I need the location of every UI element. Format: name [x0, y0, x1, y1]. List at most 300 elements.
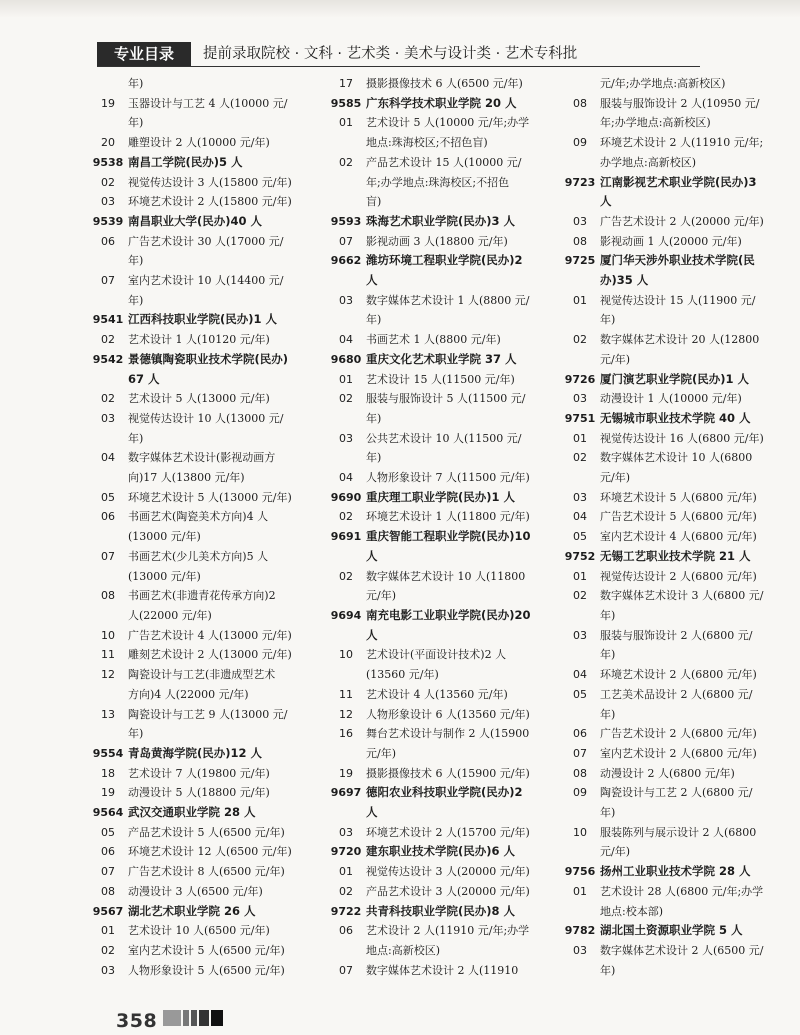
institution-row	[88, 803, 316, 823]
major-text: 年)	[128, 254, 144, 268]
institution-name: 人	[366, 627, 378, 642]
continuation-row	[560, 310, 780, 330]
major-row	[560, 626, 780, 646]
institution-row	[326, 902, 558, 922]
major-code: 01	[101, 924, 115, 938]
major-row	[88, 645, 316, 665]
major-code: 02	[339, 392, 353, 406]
institution-code: 9723	[564, 175, 596, 189]
major-code: 02	[101, 333, 115, 347]
major-code: 07	[101, 865, 115, 879]
major-row	[88, 823, 316, 843]
major-code	[326, 665, 366, 685]
major-code	[326, 271, 366, 291]
major-text: 玉器设计与工艺 4 人(10000 元/	[128, 96, 288, 110]
continuation-row	[560, 153, 780, 173]
major-text: 元/年)	[366, 746, 396, 760]
institution-row	[326, 842, 558, 862]
major-row	[88, 271, 316, 291]
major-text: 环境艺术设计 2 人(15700 元/年)	[366, 825, 530, 839]
institution-code: 9691	[330, 530, 362, 544]
major-row	[88, 665, 316, 685]
major-code: 20	[101, 136, 115, 150]
major-text: 视觉传达设计 2 人(6800 元/年)	[600, 569, 757, 583]
continuation-row	[560, 74, 780, 94]
major-text: 室内艺术设计 5 人(6500 元/年)	[128, 943, 285, 957]
major-text: 年)	[600, 707, 616, 721]
institution-name: 湖北艺术职业学院 26 人	[128, 903, 256, 918]
institution-code: 9539	[92, 214, 124, 228]
major-text: 服装与服饰设计 2 人(6800 元/	[600, 628, 753, 642]
major-row	[326, 882, 558, 902]
major-code	[560, 645, 600, 665]
major-text: 摄影摄像技术 6 人(6500 元/年)	[366, 77, 523, 90]
major-text: 艺术设计 5 人(13000 元/年)	[128, 392, 270, 406]
major-text: 广告艺术设计 2 人(6800 元/年)	[600, 727, 757, 741]
major-code: 19	[101, 786, 115, 800]
major-code: 06	[573, 727, 587, 741]
continuation-row	[88, 527, 316, 547]
major-row	[88, 448, 316, 468]
major-text: 年)	[600, 313, 616, 327]
major-text: 地点:高新校区)	[366, 943, 440, 957]
major-code: 10	[573, 825, 587, 839]
major-row	[560, 586, 780, 606]
major-code: 08	[101, 589, 115, 603]
major-text: 年)	[600, 963, 616, 977]
major-code	[88, 724, 128, 744]
major-text: 数字媒体艺术设计 20 人(12800	[600, 333, 760, 347]
major-text: 艺术设计 7 人(19800 元/年)	[128, 766, 270, 780]
major-text: 方向)4 人(22000 元/年)	[128, 687, 249, 701]
major-text: 广告艺术设计 5 人(6800 元/年)	[600, 510, 757, 524]
major-code	[560, 961, 600, 981]
continuation-row	[88, 429, 316, 449]
major-code	[88, 291, 128, 311]
institution-name: 江西科技职业学院(民办)1 人	[128, 312, 278, 327]
major-text: 环境艺术设计 2 人(15800 元/年)	[128, 195, 292, 209]
major-row	[560, 389, 780, 409]
institution-name: 珠海艺术职业学院(民办)3 人	[366, 213, 516, 228]
major-row	[326, 645, 558, 665]
major-text: 艺术设计(平面设计技术)2 人	[366, 648, 507, 662]
continuation-row	[326, 271, 558, 291]
continuation-row	[88, 291, 316, 311]
major-code	[560, 192, 600, 212]
major-code: 06	[101, 845, 115, 859]
major-text: 数字媒体艺术设计(影视动画方	[128, 451, 276, 465]
major-row	[560, 823, 780, 843]
major-text: 动漫设计 2 人(6800 元/年)	[600, 766, 735, 780]
major-row	[88, 94, 316, 114]
major-text: 服装陈列与展示设计 2 人(6800	[600, 825, 757, 839]
major-text: 年)	[366, 411, 382, 425]
major-code: 02	[339, 884, 353, 898]
major-row	[88, 507, 316, 527]
institution-code: 9593	[330, 214, 362, 228]
major-text: 广告艺术设计 4 人(13000 元/年)	[128, 628, 292, 642]
major-code: 08	[573, 234, 587, 248]
major-code	[88, 606, 128, 626]
institution-row	[560, 547, 780, 567]
major-row	[560, 665, 780, 685]
major-text: 产品艺术设计 3 人(20000 元/年)	[366, 884, 530, 898]
major-text: 环境艺术设计 2 人(11910 元/年;	[600, 136, 764, 150]
major-text: 艺术设计 2 人(11910 元/年;办学	[366, 924, 530, 938]
major-row	[88, 330, 316, 350]
major-code: 11	[101, 648, 115, 662]
major-text: 年)	[600, 648, 616, 662]
continuation-row	[560, 113, 780, 133]
major-text: 环境艺术设计 5 人(6800 元/年)	[600, 490, 757, 504]
institution-code: 9564	[92, 806, 124, 820]
major-code: 04	[339, 471, 353, 485]
major-code: 02	[101, 175, 115, 189]
major-text: (13000 元/年)	[128, 569, 201, 583]
major-row	[88, 842, 316, 862]
major-row	[88, 882, 316, 902]
continuation-row	[88, 74, 316, 94]
major-code: 04	[101, 451, 115, 465]
column-2	[326, 74, 558, 980]
major-row	[560, 94, 780, 114]
major-row	[560, 783, 780, 803]
institution-code: 9541	[92, 313, 124, 327]
major-code: 07	[339, 234, 353, 248]
major-text: 数字媒体艺术设计 10 人(11800	[366, 569, 526, 583]
major-row	[88, 488, 316, 508]
institution-name: 无锡工艺职业技术学院 21 人	[600, 548, 751, 563]
institution-name: 青岛黄海学院(民办)12 人	[128, 745, 263, 760]
institution-name: 重庆文化艺术职业学院 37 人	[366, 351, 517, 366]
major-text: 年)	[366, 313, 382, 327]
page-top-edge	[0, 0, 800, 18]
major-row	[88, 862, 316, 882]
major-code	[560, 902, 600, 922]
institution-code: 9538	[92, 155, 124, 169]
continuation-row	[326, 310, 558, 330]
major-text: 动漫设计 3 人(6500 元/年)	[128, 884, 263, 898]
major-code	[560, 153, 600, 173]
institution-name: 人	[600, 194, 612, 209]
major-text: 视觉传达设计 10 人(13000 元/	[128, 411, 284, 425]
major-code: 05	[101, 825, 115, 839]
major-code: 05	[573, 687, 587, 701]
major-row	[88, 961, 316, 981]
major-code: 01	[573, 293, 587, 307]
major-code	[88, 113, 128, 133]
institution-name: 德阳农业科技职业学院(民办)2	[366, 785, 523, 800]
major-row	[560, 567, 780, 587]
major-text: 元/年)	[600, 845, 630, 859]
institution-code: 9725	[564, 254, 596, 268]
major-text: 艺术设计 4 人(13560 元/年)	[366, 687, 508, 701]
major-text: 书画艺术(非遗青花传承方向)2	[128, 589, 276, 603]
institution-code: 9690	[330, 490, 362, 504]
major-row	[88, 764, 316, 784]
continuation-row	[88, 468, 316, 488]
institution-code: 9680	[330, 352, 362, 366]
major-code: 02	[573, 451, 587, 465]
institution-row	[560, 862, 780, 882]
major-row	[326, 389, 558, 409]
major-code: 04	[339, 333, 353, 347]
continuation-row	[326, 192, 558, 212]
major-text: 陶瓷设计与工艺 2 人(6800 元/	[600, 786, 753, 800]
major-text: 人物形象设计 6 人(13560 元/年)	[366, 707, 530, 721]
institution-row	[88, 350, 316, 370]
continuation-row	[326, 803, 558, 823]
major-text: 地点:珠海校区;不招色盲)	[366, 136, 488, 150]
major-code: 01	[339, 372, 353, 386]
continuation-row	[560, 961, 780, 981]
major-row	[88, 192, 316, 212]
major-text: 书画艺术(少儿美术方向)5 人	[128, 549, 269, 563]
continuation-row	[326, 173, 558, 193]
major-code: 08	[101, 884, 115, 898]
major-code: 01	[339, 116, 353, 130]
major-text: 数字媒体艺术设计 2 人(11910	[366, 963, 519, 977]
major-code: 02	[101, 392, 115, 406]
institution-name: 建东职业技术学院(民办)6 人	[366, 844, 516, 859]
major-text: 向)17 人(13800 元/年)	[128, 471, 245, 485]
institution-row	[88, 902, 316, 922]
continuation-row	[88, 251, 316, 271]
major-row	[326, 507, 558, 527]
institution-name: 南昌职业大学(民办)40 人	[128, 213, 263, 228]
major-code	[88, 429, 128, 449]
major-text: 舞台艺术设计与制作 2 人(15900	[366, 727, 530, 741]
major-text: 年)	[128, 293, 144, 307]
major-code: 07	[101, 549, 115, 563]
major-text: (13000 元/年)	[128, 530, 201, 544]
header-divider	[97, 66, 700, 67]
major-code: 10	[101, 628, 115, 642]
major-text: 年;办学地点:高新校区)	[600, 116, 711, 130]
major-row	[326, 330, 558, 350]
page-header-title: 提前录取院校 · 文科 · 艺术类 · 美术与设计类 · 艺术专科批	[203, 46, 578, 62]
institution-name: 无锡城市职业技术学院 40 人	[600, 410, 751, 425]
continuation-row	[88, 567, 316, 587]
major-row	[326, 232, 558, 252]
major-code: 09	[573, 136, 587, 150]
major-code	[326, 586, 366, 606]
major-text: 产品艺术设计 5 人(6500 元/年)	[128, 825, 285, 839]
continuation-row	[560, 468, 780, 488]
institution-code: 9554	[92, 746, 124, 760]
continuation-row	[326, 626, 558, 646]
institution-row	[326, 488, 558, 508]
major-row	[326, 429, 558, 449]
institution-row	[326, 783, 558, 803]
institution-name: 扬州工业职业技术学院 28 人	[600, 864, 751, 879]
institution-row	[560, 921, 780, 941]
major-text: 艺术设计 1 人(10120 元/年)	[128, 333, 270, 347]
major-row	[88, 409, 316, 429]
column-1	[88, 74, 316, 980]
major-row	[88, 921, 316, 941]
institution-row	[88, 310, 316, 330]
institution-name: 人	[366, 548, 378, 563]
major-text: 陶瓷设计与工艺 9 人(13000 元/	[128, 707, 288, 721]
major-row	[560, 330, 780, 350]
major-text: 视觉传达设计 15 人(11900 元/	[600, 293, 756, 307]
major-code: 11	[339, 687, 353, 701]
major-text: 雕塑设计 2 人(10000 元/年)	[128, 136, 270, 150]
major-code	[560, 803, 600, 823]
major-row	[326, 153, 558, 173]
institution-name: 人	[366, 273, 378, 288]
major-text: 年)	[128, 431, 144, 445]
institution-row	[326, 94, 558, 114]
institution-code: 9567	[92, 904, 124, 918]
major-text: 公共艺术设计 10 人(11500 元/	[366, 431, 522, 445]
institution-name: 江南影视艺术职业学院(民办)3	[600, 174, 757, 189]
major-text: 环境艺术设计 5 人(13000 元/年)	[128, 490, 292, 504]
major-row	[326, 724, 558, 744]
major-text: 雕刻艺术设计 2 人(13000 元/年)	[128, 648, 292, 662]
column-3	[560, 74, 780, 980]
continuation-row	[326, 448, 558, 468]
major-text: 广告艺术设计 30 人(17000 元/	[128, 234, 284, 248]
institution-name: 67 人	[128, 371, 160, 386]
continuation-row	[326, 547, 558, 567]
institution-row	[88, 744, 316, 764]
institution-name: 景德镇陶瓷职业技术学院(民办)	[128, 351, 289, 366]
major-code: 09	[573, 786, 587, 800]
major-row	[560, 507, 780, 527]
section-tag: 专业目录	[97, 42, 191, 66]
major-row	[88, 389, 316, 409]
major-row	[560, 133, 780, 153]
continuation-row	[88, 370, 316, 390]
institution-name: 武汉交通职业学院 28 人	[128, 805, 256, 820]
major-code: 03	[339, 825, 353, 839]
major-code	[560, 606, 600, 626]
major-code: 03	[101, 195, 115, 209]
institution-code: 9751	[564, 411, 596, 425]
major-code: 02	[573, 589, 587, 603]
institution-row	[326, 350, 558, 370]
major-text: 环境艺术设计 2 人(6800 元/年)	[600, 668, 757, 682]
major-code: 10	[339, 648, 353, 662]
major-row	[560, 291, 780, 311]
major-code: 01	[573, 884, 587, 898]
institution-code: 9722	[330, 904, 362, 918]
major-code: 03	[573, 628, 587, 642]
major-text: 动漫设计 5 人(18800 元/年)	[128, 786, 270, 800]
major-text: 陶瓷设计与工艺(非遗成型艺术	[128, 668, 276, 682]
institution-name: 重庆智能工程职业学院(民办)10	[366, 529, 531, 544]
major-code	[88, 567, 128, 587]
major-code: 02	[339, 155, 353, 169]
major-code: 06	[101, 234, 115, 248]
major-row	[88, 133, 316, 153]
major-code: 03	[573, 943, 587, 957]
institution-name: 办)35 人	[600, 273, 649, 288]
major-code: 03	[573, 392, 587, 406]
major-row	[560, 527, 780, 547]
major-code	[326, 803, 366, 823]
major-code	[326, 409, 366, 429]
institution-code: 9694	[330, 608, 362, 622]
major-text: 视觉传达设计 16 人(6800 元/年)	[600, 431, 764, 445]
major-text: 盲)	[366, 195, 382, 209]
institution-code: 9697	[330, 786, 362, 800]
continuation-row	[88, 113, 316, 133]
institution-row	[326, 212, 558, 232]
major-row	[88, 941, 316, 961]
major-code: 08	[573, 96, 587, 110]
major-text: 环境艺术设计 1 人(11800 元/年)	[366, 510, 530, 524]
major-code: 13	[101, 707, 115, 721]
continuation-row	[560, 271, 780, 291]
institution-name: 潍坊环境工程职业学院(民办)2	[366, 253, 523, 268]
major-text: 年)	[600, 608, 616, 622]
major-row	[326, 961, 558, 981]
major-text: 年)	[128, 727, 144, 741]
major-text: 影视动画 1 人(20000 元/年)	[600, 234, 742, 248]
major-code	[560, 468, 600, 488]
major-text: 元/年)	[600, 471, 630, 485]
institution-name: 人	[366, 805, 378, 820]
major-code	[560, 74, 600, 94]
major-text: 人物形象设计 5 人(6500 元/年)	[128, 963, 285, 977]
major-text: 室内艺术设计 2 人(6800 元/年)	[600, 746, 757, 760]
major-code	[88, 685, 128, 705]
major-code: 03	[339, 431, 353, 445]
major-code: 05	[101, 490, 115, 504]
institution-code: 9662	[330, 254, 362, 268]
major-code	[560, 271, 600, 291]
major-text: 年)	[600, 806, 616, 820]
major-text: 艺术设计 15 人(11500 元/年)	[366, 372, 515, 386]
major-code: 03	[101, 963, 115, 977]
continuation-row	[88, 606, 316, 626]
institution-name: 广东科学技术职业学院 20 人	[366, 95, 517, 110]
major-text: 工艺美术品设计 2 人(6800 元/	[600, 687, 753, 701]
major-code	[326, 448, 366, 468]
continuation-row	[560, 645, 780, 665]
major-text: 艺术设计 10 人(6500 元/年)	[128, 924, 270, 938]
institution-name: 共青科技职业学院(民办)8 人	[366, 903, 516, 918]
major-code: 05	[573, 530, 587, 544]
institution-row	[560, 173, 780, 193]
institution-name: 厦门华天涉外职业技术学院(民	[600, 253, 755, 268]
major-text: 地点:校本部)	[600, 904, 663, 918]
institution-name: 湖北国土资源职业学院 5 人	[600, 923, 743, 938]
major-code: 08	[573, 766, 587, 780]
major-row	[326, 468, 558, 488]
major-code	[326, 547, 366, 567]
major-code	[326, 941, 366, 961]
major-code: 06	[339, 924, 353, 938]
institution-name: 重庆理工职业学院(民办)1 人	[366, 489, 516, 504]
continuation-row	[560, 803, 780, 823]
major-text: 产品艺术设计 15 人(10000 元/	[366, 155, 522, 169]
major-code: 16	[339, 727, 353, 741]
major-text: 年)	[128, 77, 144, 90]
major-text: (13560 元/年)	[366, 668, 439, 682]
institution-name: 南昌工学院(民办)5 人	[128, 154, 243, 169]
major-row	[560, 429, 780, 449]
major-text: 年;办学地点:珠海校区;不招色	[366, 175, 510, 189]
institution-code: 9542	[92, 352, 124, 366]
major-code: 02	[573, 333, 587, 347]
major-text: 数字媒体艺术设计 10 人(6800	[600, 451, 753, 465]
major-text: 元/年)	[366, 589, 396, 603]
major-text: 书画艺术(陶瓷美术方向)4 人	[128, 510, 269, 524]
